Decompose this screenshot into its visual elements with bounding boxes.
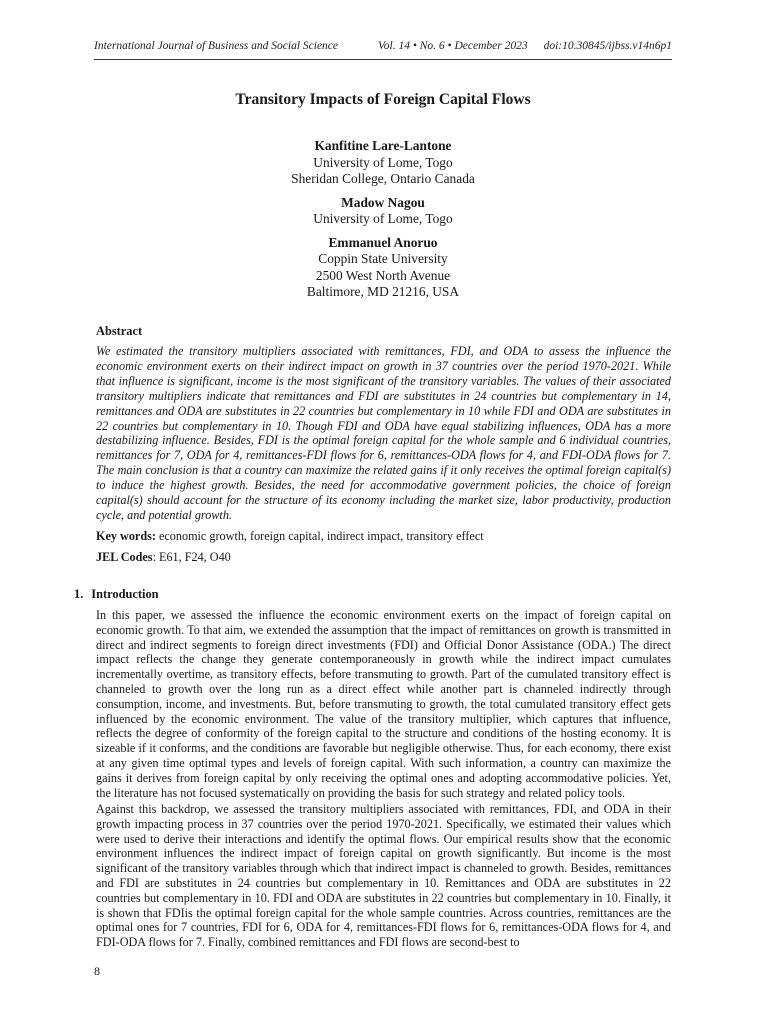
author-3 — [94, 235, 672, 301]
body-paragraph: Against this backdrop, we assessed the transitory multipliers associated with remittances, FDI, and ODA in their growth impacting process in 37 countries over the period 1970-2021. Specifically, we estimated their values which were used to derive their interactions and identify the optimal flows. Our empirical results show that the economic environment influences the indirect impact of foreign capital on growth significantly. But income is the most significant of the transitory variables through which that indirect impact is channeled to growth. Besides, remittances and FDI are substitutes in 24 countries but complementary in 10. Remittances and ODA are substitutes in 22 countries but complementary in 10. FDI and ODA are substitutes in 22 countries but complementary in 10. Finally, it is shown that FDIis the optimal foreign capital for the whole sample countries. Across countries, remittances are the optimal ones for 7 countries, FDI for 6, ODA for 4, remittances-FDI flows for 6, remittances-ODA flows for 4, and FDI-ODA flows for 7. Finally, combined remittances and FDI flows are second-best to — [96, 802, 671, 950]
author-block — [94, 138, 672, 308]
section-heading — [74, 587, 167, 602]
abstract-text: We estimated the transitory multipliers associated with remittances, FDI, and ODA to assess the influence the economic environment exerts on their indirect impact on growth in 37 countries over the period 1970-2021. While that influence is significant, income is the most significant of the transitory variables. The values of their associated transitory multipliers indicate that remittances and FDI are substitutes in 24 countries but complementary in 14, remittances and ODA are substitutes in 22 countries but complementary in 10 while FDI and ODA are substitutes in 22 countries but complementary in 10. Though FDI and ODA have equal stabilizing influences, ODA has a more destabilizing influence. Besides, FDI is the optimal foreign capital for the whole sample and 6 individual countries, remittances for 7, ODA for 4, remittances-FDI flows for 6, remittances-ODA flows for 4, and FDI-ODA flows for 7. The main conclusion is that a country can maximize the related gains if it only receives the optimal foreign capital(s) to induce the highest growth. Besides, the need for accommodative government policies, the choice of foreign capital(s) should account for the structure of its economy including the market size, labor productivity, production cycle, and potential growth. — [96, 344, 671, 522]
abstract-heading: Abstract — [96, 324, 143, 338]
section-number: 1. — [74, 587, 84, 601]
body-paragraph: In this paper, we assessed the influence the economic environment exerts on the impact of foreign capital on economic growth. To that aim, we extended the assumption that the impact of remittances on growth is transmitted in direct and indirect segments to foreign direct investments (FDI) and Official Donor Assistance (ODA.) The direct impact reflects the change they generate contemporaneously in growth while the indirect impact cumulates incrementally overtime, as transitory effects, before transmuting to growth. Part of the cumulated transitory effect is channeled to growth over the long run as a direct effect while another part is channeled indirectly through consumption, income, and investments. But, before transmuting to growth, the total cumulated transitory effect gets influenced by the economic environment. The value of the transitory multiplier, which captures that influence, reflects the degree of conformity of the foreign capital to the structure and conditions of the hosting economy. It is sizeable if it conforms, and the conditions are favorable but negligible otherwise. Thus, for each economy, there exist at any given time optimal types and levels of foreign capital. With such information, a country can maximize the gains it derives from foreign capital by only receiving the optimal ones and adopting accommodative policies. Yet, the literature has not focused systematically on providing the basis for such strategy and related policy tools. — [96, 608, 671, 800]
keywords-value: economic growth, foreign capital, indirect impact, transitory effect — [158, 529, 484, 543]
author-1 — [94, 138, 672, 188]
page-number: 8 — [94, 964, 100, 978]
journal-name: International Journal of Business and Social Science — [94, 40, 339, 52]
jel-label: JEL Codes — [96, 550, 153, 564]
running-header — [94, 40, 672, 60]
author-name: Emmanuel Anoruo — [328, 234, 438, 250]
header-rule — [94, 59, 672, 60]
jel-line — [96, 550, 231, 565]
author-affiliation: Baltimore, MD 21216, USA — [306, 284, 460, 299]
jel-value: : E61, F24, O40 — [152, 550, 231, 564]
author-affiliation: 2500 West North Avenue — [315, 267, 451, 283]
paper-title: Transitory Impacts of Foreign Capital Flows — [235, 91, 531, 108]
author-affiliation: Coppin State University — [318, 251, 448, 266]
section-title: Introduction — [91, 587, 159, 601]
author-affiliation: University of Lome, Togo — [313, 211, 453, 226]
author-2 — [94, 195, 672, 228]
author-name: Madow Nagou — [341, 194, 425, 210]
keywords-label: Key words: — [96, 529, 156, 543]
issue-info: Vol. 14 • No. 6 • December 2023 — [378, 40, 528, 52]
author-affiliation: Sheridan College, Ontario Canada — [291, 171, 475, 186]
author-name: Kanfitine Lare-Lantone — [314, 138, 452, 153]
doi[interactable]: doi:10.30845/ijbss.v14n6p1 — [543, 40, 672, 52]
keywords-line — [96, 529, 484, 544]
author-affiliation: University of Lome, Togo — [313, 154, 453, 170]
